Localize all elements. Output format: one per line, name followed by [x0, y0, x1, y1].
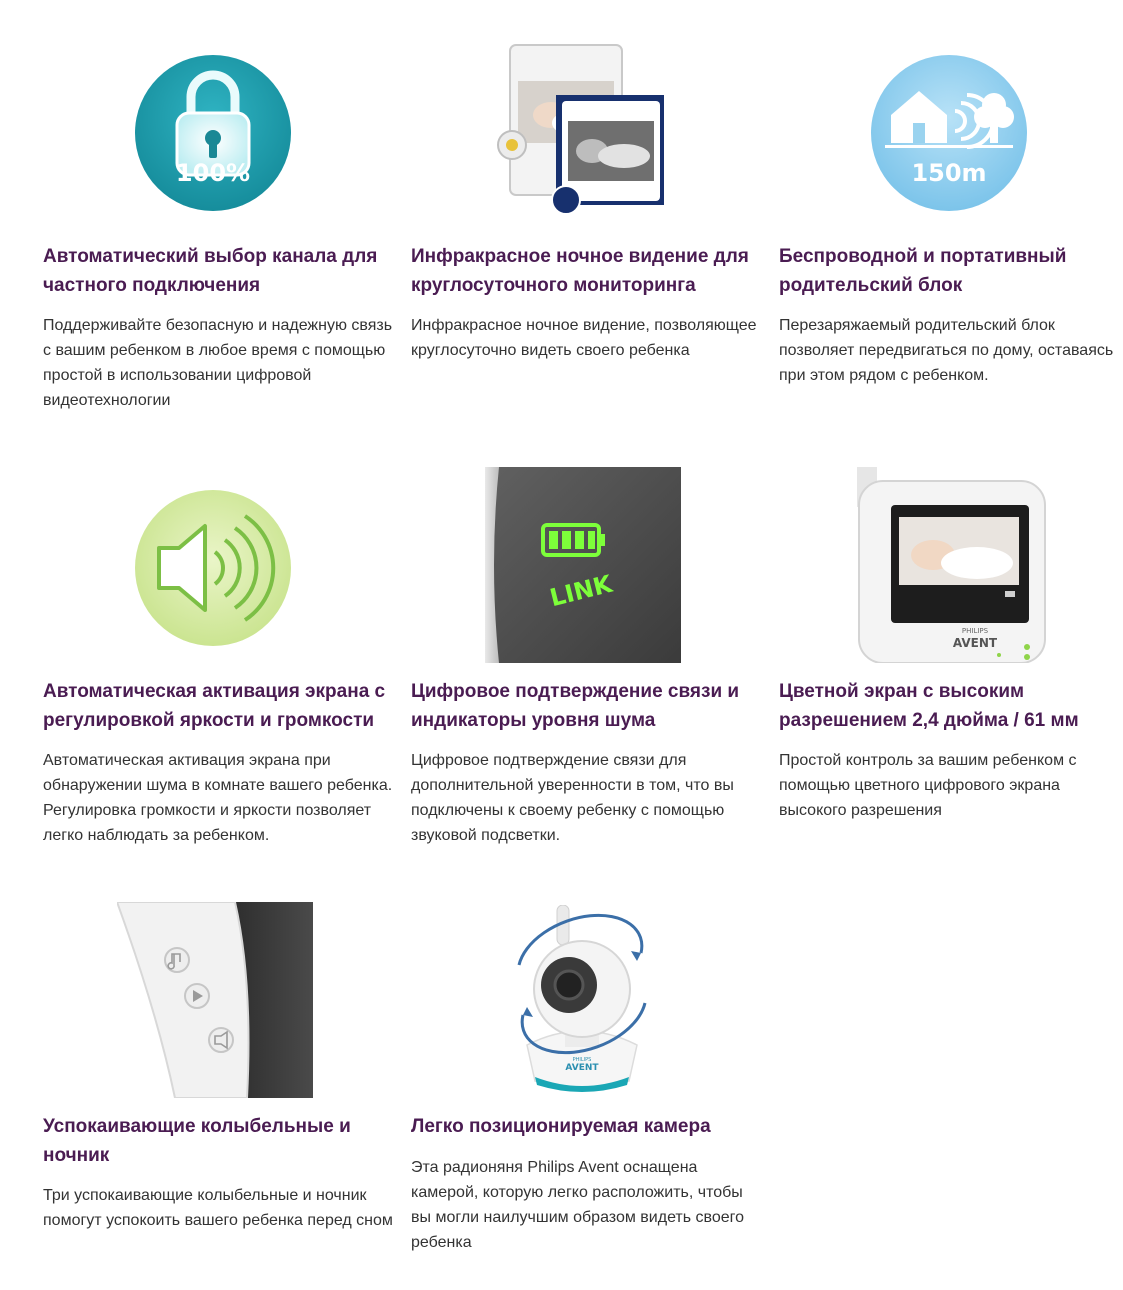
brand-bottom-label: AVENT — [952, 636, 998, 650]
feature-card — [43, 35, 393, 435]
link-indicator-label: LINK — [547, 569, 615, 613]
brand-top-label: PHILIPS — [961, 627, 989, 635]
feature-card — [779, 35, 1123, 435]
rotating-camera-image — [507, 905, 657, 1095]
range-badge: 150m — [911, 159, 987, 187]
feature-card — [43, 470, 393, 870]
feature-card — [411, 470, 761, 870]
feature-title: Инфракрасное ночное видение для круглосуточного мониторинга — [411, 246, 749, 296]
feature-description: Инфракрасное ночное видение, позволяющее круглосуточно видеть своего ребенка — [411, 317, 757, 359]
feature-description: Эта радионяня Philips Avent оснащена камерой, которую легко расположить, чтобы вы могли наилучшим образом видеть своего ребенка — [411, 1159, 745, 1251]
speaker-icon — [133, 470, 293, 665]
feature-description: Простой контроль за вашим ребенком с помощью цветного цифрового экрана высокого разрешения — [779, 752, 1077, 819]
percent-badge: 100% — [175, 159, 251, 187]
feature-description: Три успокаивающие колыбельные и ночник помогут успокоить вашего ребенка перед сном — [43, 1187, 393, 1229]
feature-title: Цифровое подтверждение связи и индикаторы уровня шума — [411, 681, 740, 731]
feature-title: Успокаивающие колыбельные и ночник — [43, 1116, 351, 1166]
padlock-icon — [133, 35, 293, 230]
feature-title: Автоматический выбор канала для частного подключения — [43, 246, 378, 296]
feature-title: Легко позиционируемая камера — [411, 1116, 711, 1137]
feature-description: Перезаряжаемый родительский блок позволяет передвигаться по дому, оставаясь при этом рядом с ребенком. — [779, 317, 1114, 384]
night-vision-screens-image — [496, 43, 666, 218]
feature-description: Цифровое подтверждение связи для дополнительной уверенности в том, что вы подключены к своему ребенку с помощью звуковой подсветки. — [411, 752, 734, 844]
feature-description: Поддерживайте безопасную и надежную связь с вашим ребенком в любое время с помощью простой в использовании цифровой видеотехнологии — [43, 317, 393, 409]
camera-brand-bottom: AVENT — [565, 1063, 599, 1073]
battery-link-indicator-image — [485, 467, 681, 663]
feature-card — [411, 905, 761, 1265]
feature-title: Цветной экран с высоким разрешением 2,4 дюйма / 61 мм — [779, 681, 1079, 731]
lullaby-buttons-image — [117, 902, 313, 1098]
feature-card — [779, 470, 1123, 870]
feature-card — [43, 905, 393, 1265]
feature-title: Беспроводной и портативный родительский блок — [779, 246, 1067, 296]
parent-unit-screen-image — [853, 467, 1049, 663]
feature-card — [411, 35, 761, 435]
house-range-icon — [869, 35, 1029, 230]
camera-brand-top: PHILIPS — [572, 1057, 592, 1063]
feature-title: Автоматическая активация экрана с регулировкой яркости и громкости — [43, 681, 386, 731]
feature-description: Автоматическая активация экрана при обнаружении шума в комнате вашего ребенка. Регулировка громкости и яркости позволяет легко наблюдать за ребенком. — [43, 752, 393, 844]
